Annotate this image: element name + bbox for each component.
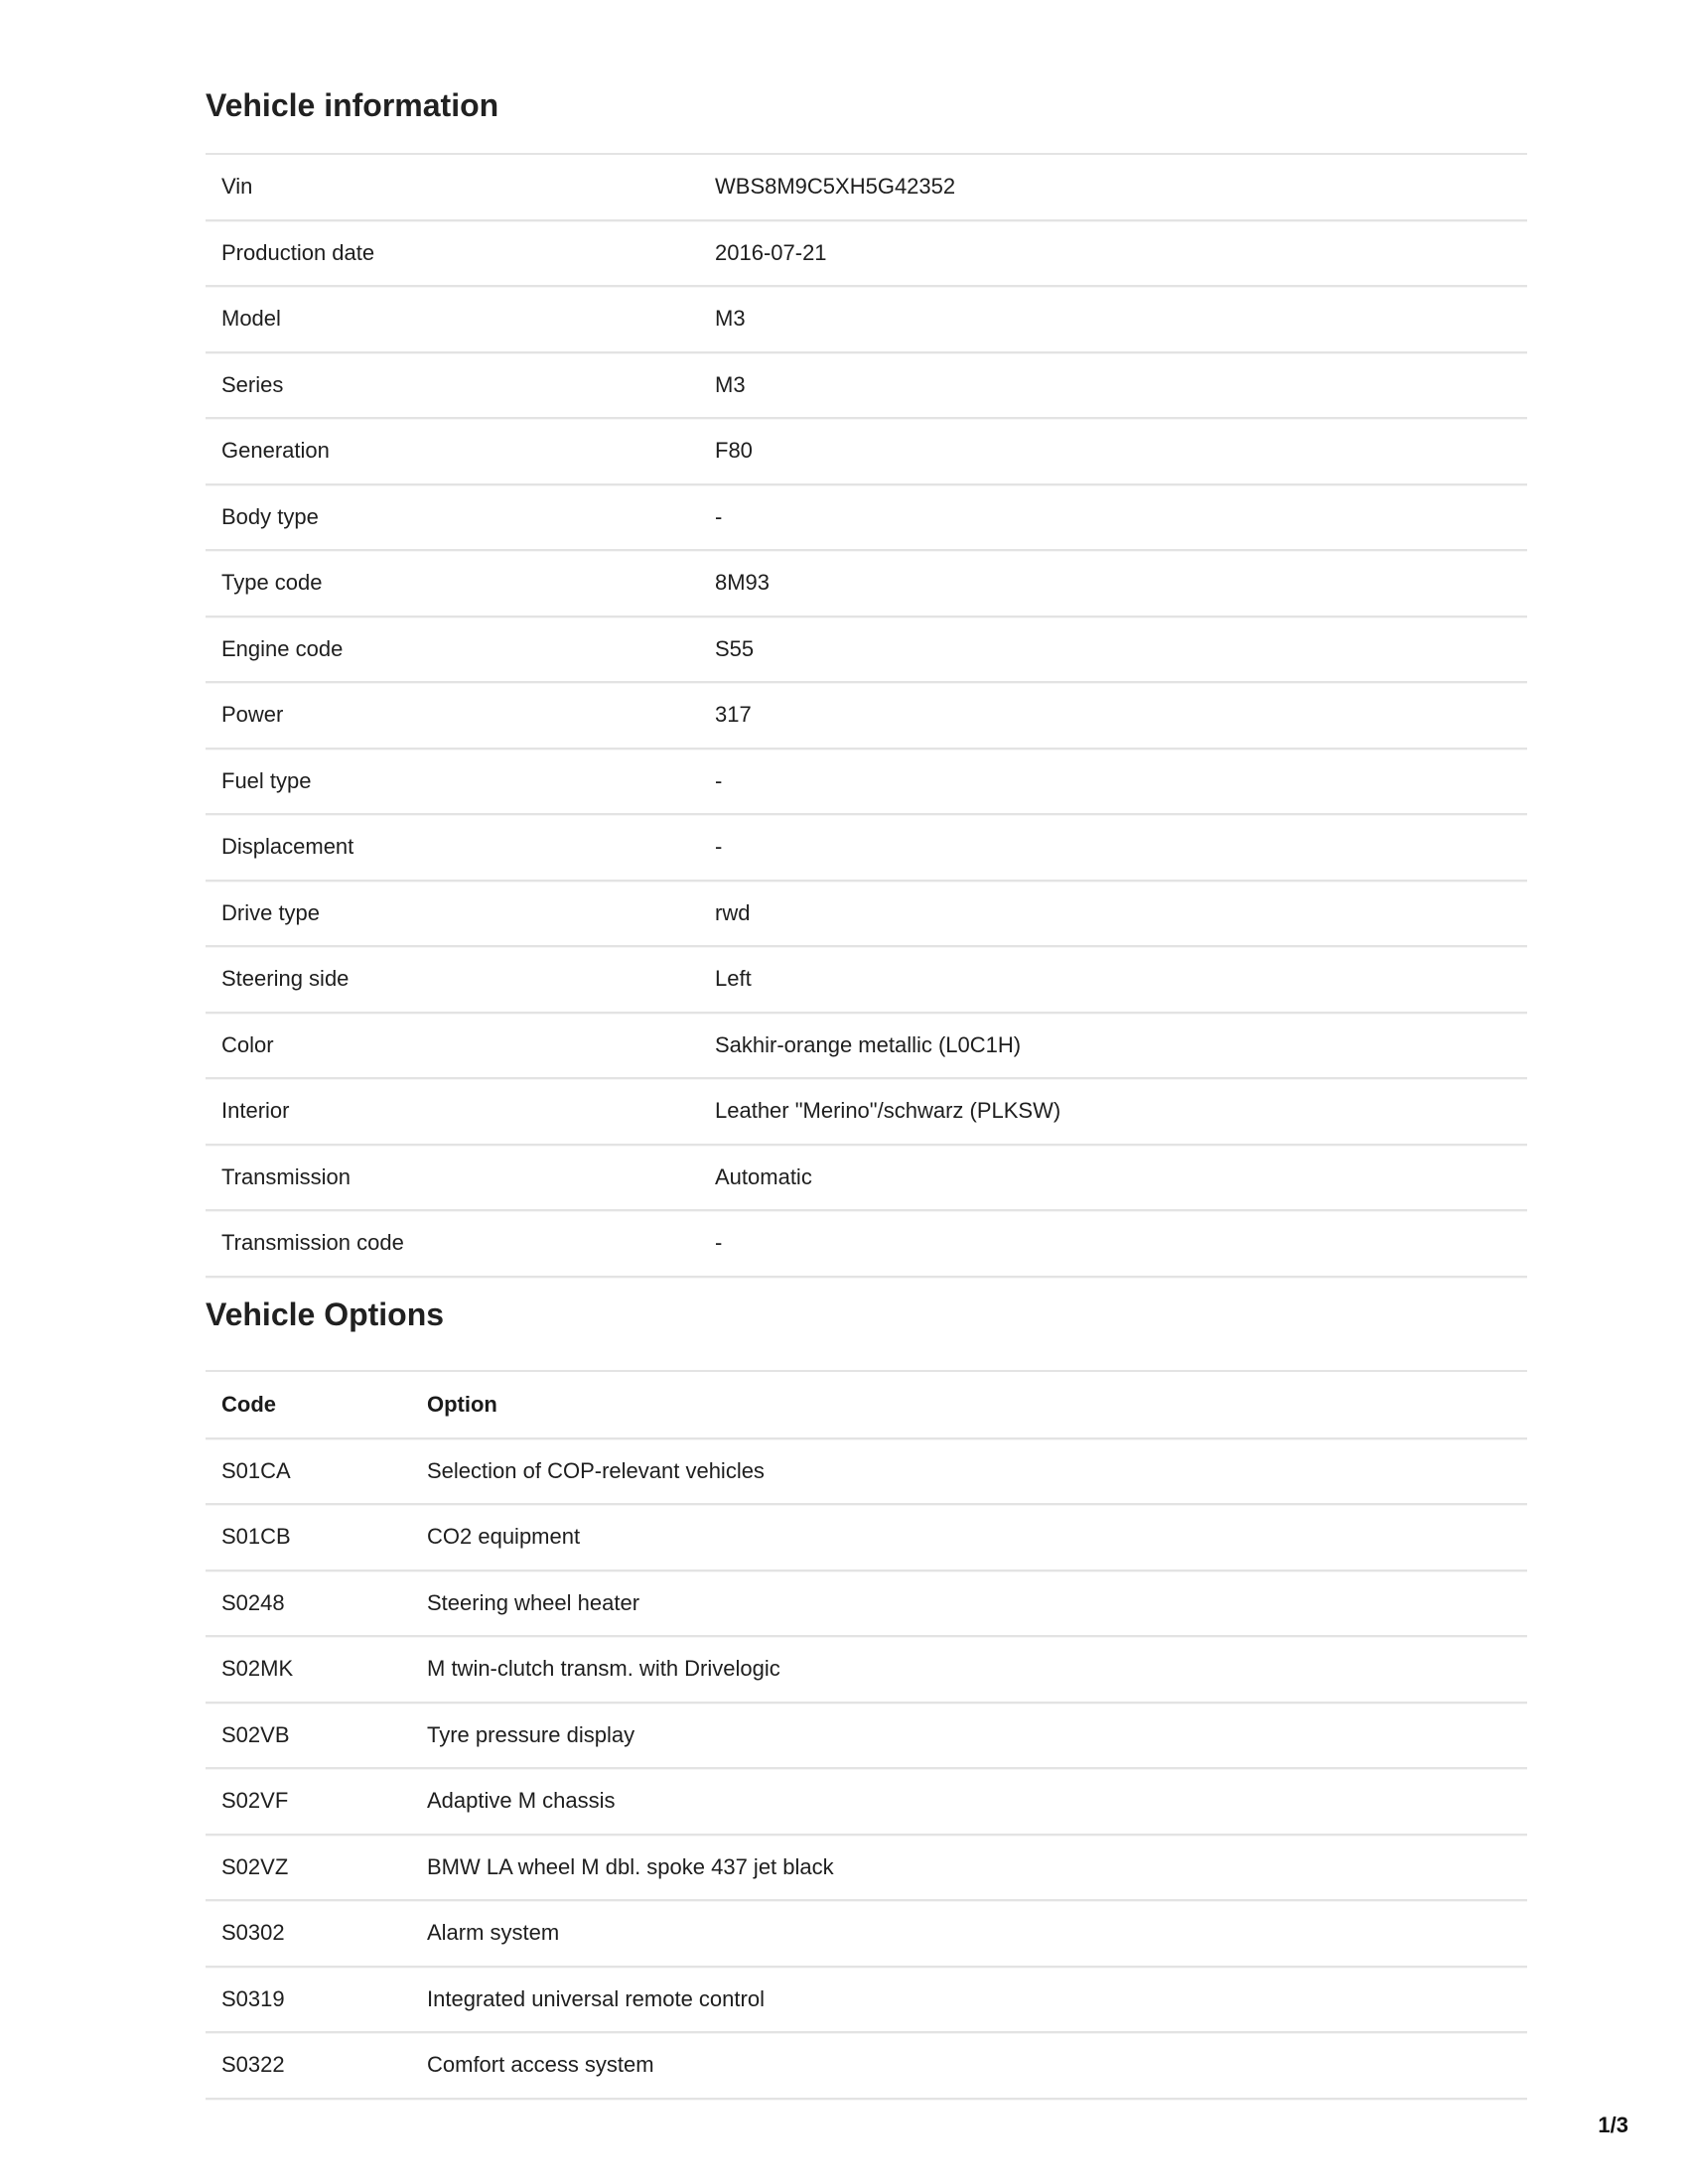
option-row-name: Selection of COP-relevant vehicles [427, 1457, 765, 1483]
option-row-code: S01CB [221, 1524, 291, 1550]
info-table-row [206, 485, 1527, 552]
vehicle-information-title: Vehicle information [206, 87, 499, 123]
options-table-row [206, 1439, 1527, 1506]
options-table-row [206, 1769, 1527, 1836]
option-row-code: S0322 [221, 2052, 285, 2078]
info-row-value: 2016-07-21 [715, 239, 827, 265]
info-row-label: Generation [221, 438, 330, 464]
options-table-row [206, 1836, 1527, 1902]
info-row-label: Transmission code [221, 1230, 404, 1256]
vehicle-options-table [206, 1370, 1527, 2100]
option-row-code: S0248 [221, 1589, 285, 1615]
options-table-row [206, 1704, 1527, 1770]
info-row-label: Body type [221, 503, 319, 529]
info-table-row [206, 221, 1527, 288]
option-row-name: BMW LA wheel M dbl. spoke 437 jet black [427, 1853, 834, 1879]
info-table-row [206, 287, 1527, 353]
info-row-value: Sakhir-orange metallic (L0C1H) [715, 1031, 1022, 1057]
info-table-row [206, 1211, 1527, 1278]
info-row-label: Power [221, 702, 284, 728]
options-table-row [206, 1901, 1527, 1968]
option-row-name: CO2 equipment [427, 1524, 581, 1550]
page-number: 1/3 [1598, 2113, 1628, 2137]
info-table-row [206, 419, 1527, 485]
info-table-row [206, 551, 1527, 617]
options-header-option: Option [427, 1391, 497, 1417]
info-row-value: Left [715, 966, 752, 992]
info-row-value: - [715, 1230, 723, 1256]
info-row-value: Automatic [715, 1163, 812, 1189]
option-row-code: S02VB [221, 1721, 290, 1747]
info-row-label: Color [221, 1031, 274, 1057]
vehicle-options-title: Vehicle Options [206, 1296, 445, 1332]
options-table-row [206, 1637, 1527, 1704]
info-row-label: Interior [221, 1098, 290, 1124]
info-row-value: - [715, 767, 723, 793]
info-row-value: - [715, 834, 723, 860]
info-row-value: M3 [715, 371, 746, 397]
info-table-row [206, 617, 1527, 684]
info-table-row [206, 750, 1527, 816]
info-row-value: WBS8M9C5XH5G42352 [715, 174, 956, 200]
info-row-value: 8M93 [715, 570, 771, 596]
info-row-value: rwd [715, 899, 751, 925]
info-row-label: Engine code [221, 635, 344, 661]
option-row-code: S0302 [221, 1920, 285, 1946]
info-table-row [206, 683, 1527, 750]
info-row-value: M3 [715, 306, 746, 332]
option-row-code: S02VZ [221, 1853, 289, 1879]
info-table-row [206, 1014, 1527, 1080]
info-row-label: Steering side [221, 966, 350, 992]
info-row-value: S55 [715, 635, 755, 661]
option-row-name: Adaptive M chassis [427, 1788, 616, 1814]
info-row-label: Production date [221, 239, 375, 265]
options-table-row [206, 2033, 1527, 2100]
info-table-row [206, 155, 1527, 221]
option-row-name: Integrated universal remote control [427, 1985, 765, 2011]
info-row-value: 317 [715, 702, 752, 728]
info-row-label: Type code [221, 570, 323, 596]
options-table-row [206, 1571, 1527, 1638]
info-table-row [206, 1079, 1527, 1146]
info-row-value: F80 [715, 438, 753, 464]
options-table-row [206, 1968, 1527, 2034]
options-table-row [206, 1505, 1527, 1571]
info-table-row [206, 882, 1527, 948]
info-table-row [206, 1146, 1527, 1212]
info-row-label: Fuel type [221, 767, 312, 793]
info-row-value: - [715, 503, 723, 529]
info-row-label: Vin [221, 174, 253, 200]
info-table-row [206, 815, 1527, 882]
info-row-label: Transmission [221, 1163, 351, 1189]
option-row-code: S01CA [221, 1457, 291, 1483]
option-row-name: Comfort access system [427, 2052, 654, 2078]
info-table-row [206, 353, 1527, 420]
info-row-label: Drive type [221, 899, 321, 925]
info-row-label: Model [221, 306, 281, 332]
info-row-value: Leather "Merino"/schwarz (PLKSW) [715, 1098, 1061, 1124]
options-header-code: Code [221, 1391, 276, 1417]
info-table-row [206, 947, 1527, 1014]
option-row-code: S02VF [221, 1788, 289, 1814]
vehicle-information-table [206, 153, 1527, 1278]
option-row-code: S02MK [221, 1656, 294, 1682]
option-row-name: Steering wheel heater [427, 1589, 640, 1615]
options-header-row [206, 1372, 1527, 1439]
option-row-name: Alarm system [427, 1920, 560, 1946]
document-content [206, 0, 1527, 2100]
info-row-label: Series [221, 371, 284, 397]
info-row-label: Displacement [221, 834, 354, 860]
option-row-name: Tyre pressure display [427, 1721, 635, 1747]
option-row-name: M twin-clutch transm. with Drivelogic [427, 1656, 780, 1682]
option-row-code: S0319 [221, 1985, 285, 2011]
